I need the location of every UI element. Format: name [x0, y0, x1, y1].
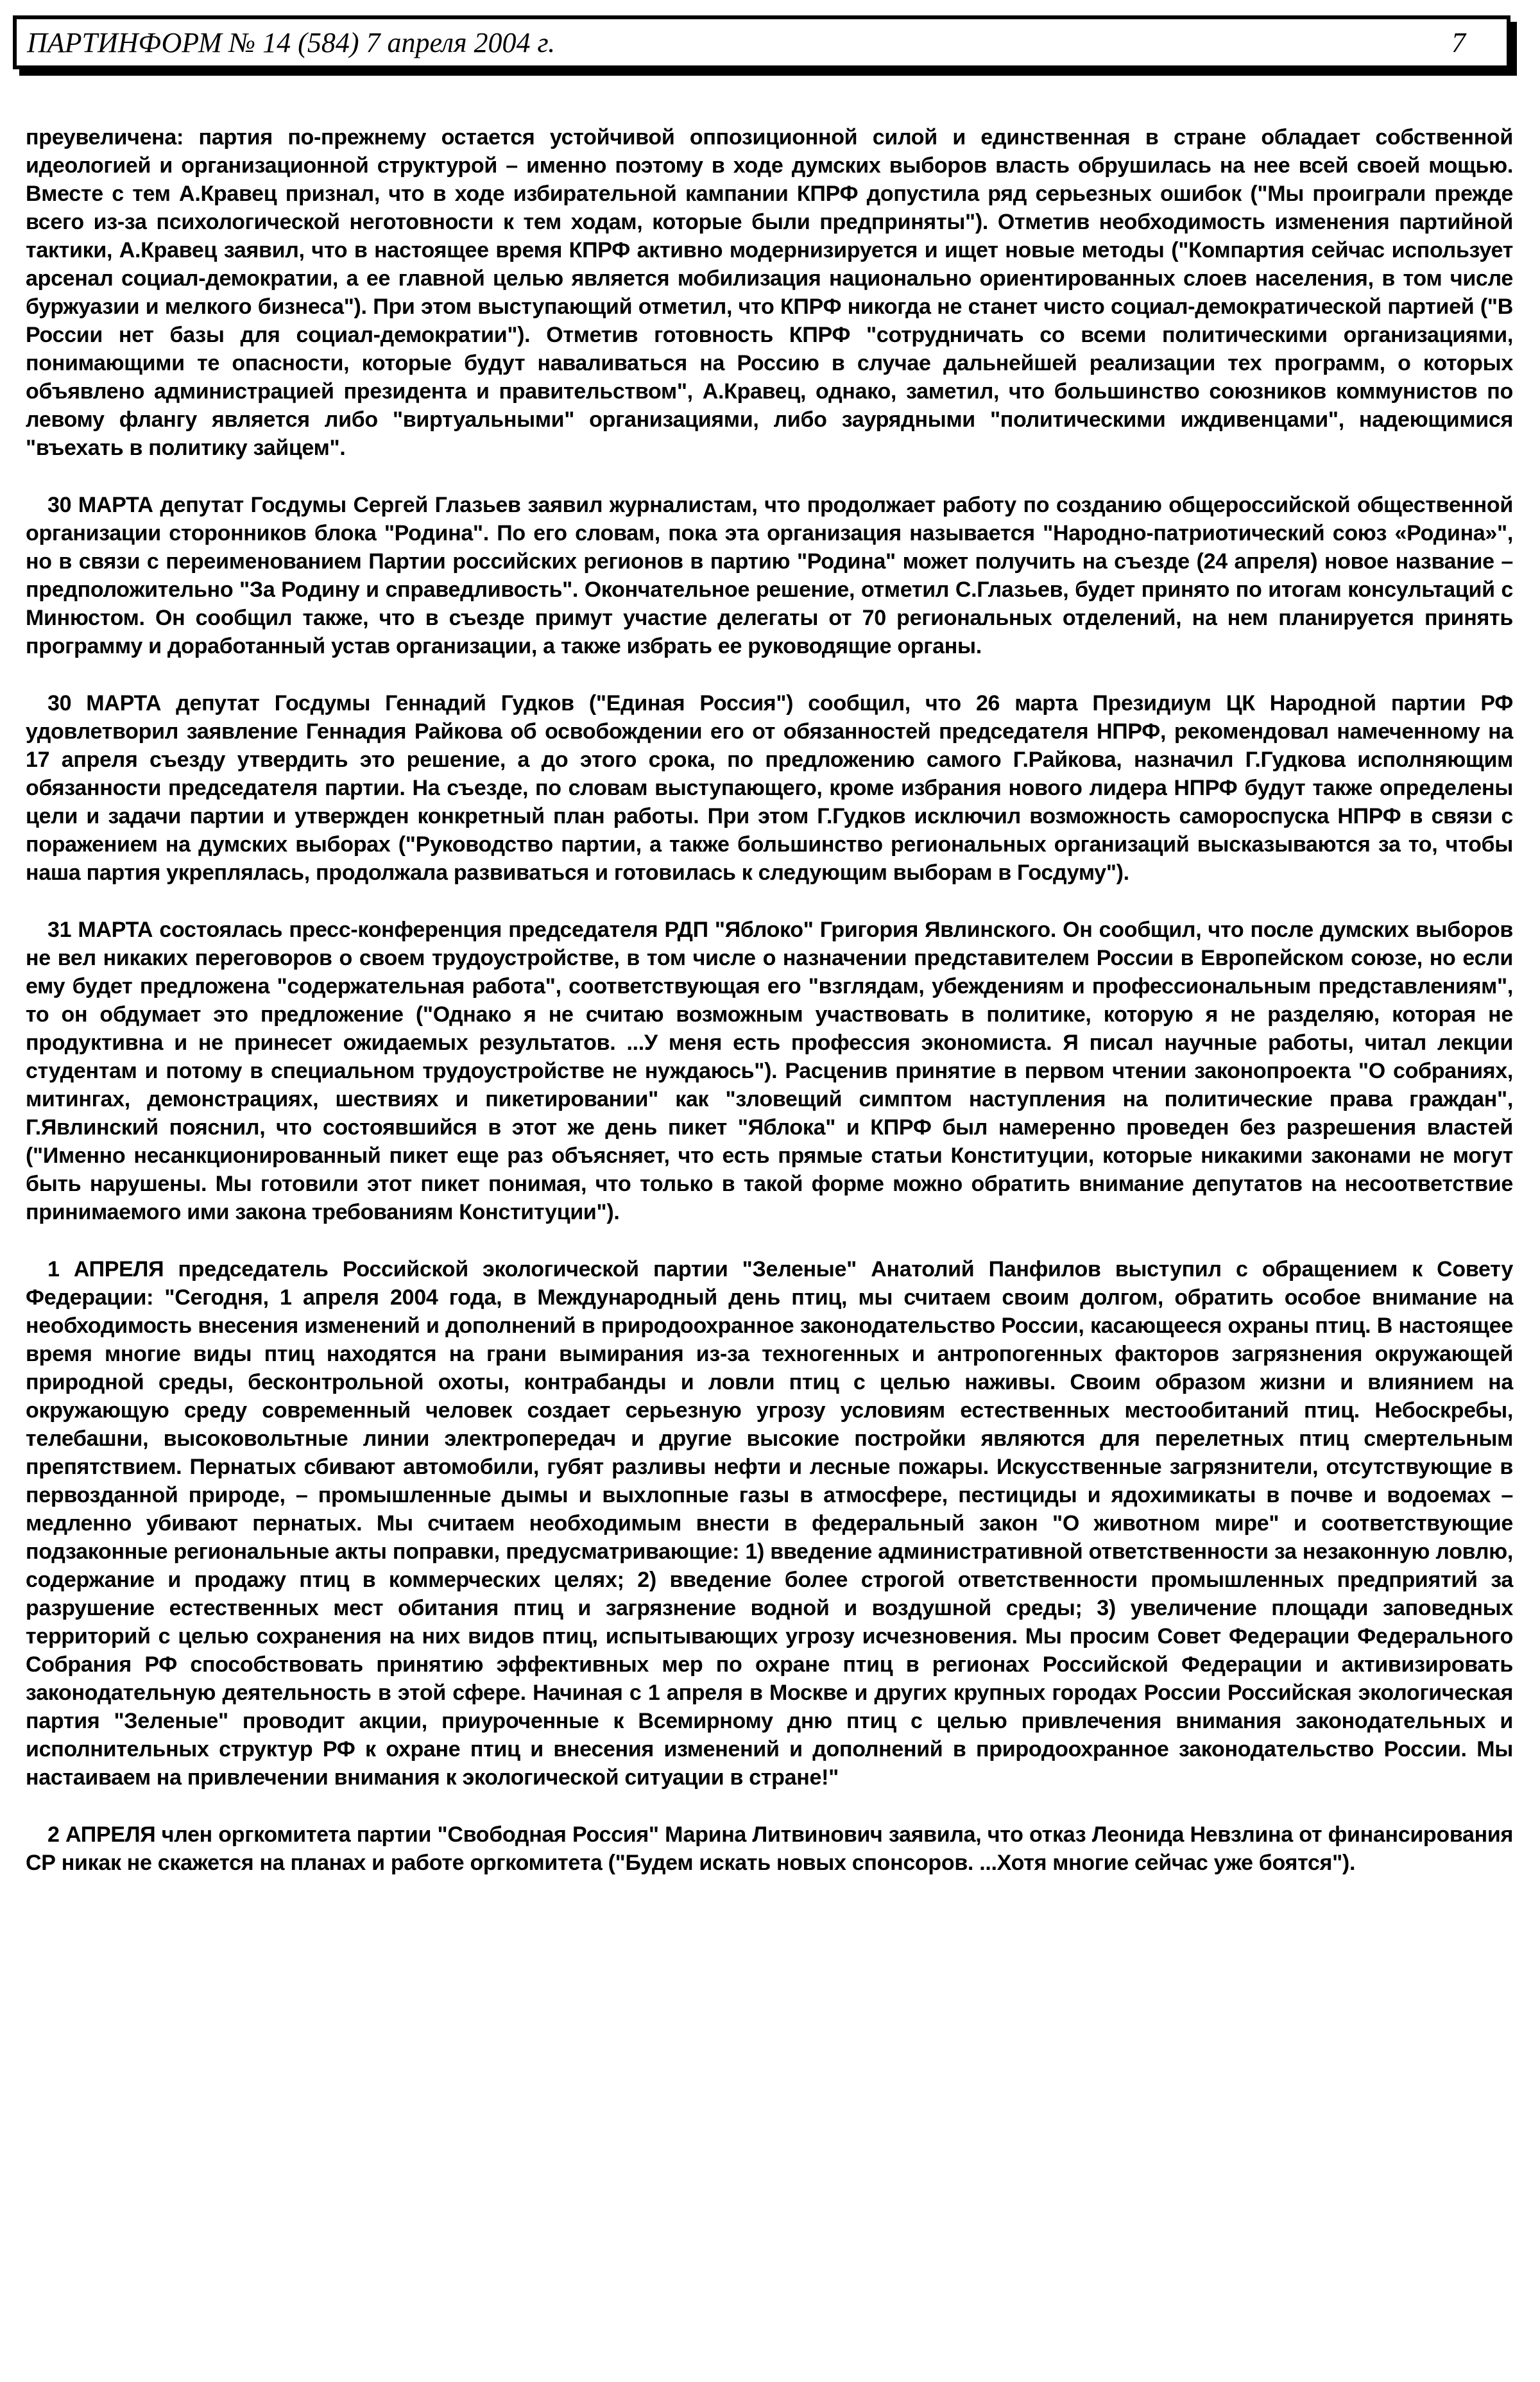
body-paragraph-continuation: преувеличена: партия по-прежнему остается устойчивой оппозиционной силой и единственная в стране обладает собственной идеологией и организационной структурой – именно поэтому в ходе думских выборов власть обрушилась на нее всей своей мощью. Вместе с тем А.Кравец признал, что в ходе избирательной кампании КПРФ допустила ряд серьезных ошибок ("Мы проиграли прежде всего из-за психологической неготовности к тем ходам, которые были предприняты"). Отметив необходимость изменения партийной тактики, А.Кравец заявил, что в настоящее время КПРФ активно модернизируется и ищет новые методы ("Компартия сейчас использует арсенал социал-демократии, а ее главной целью является мобилизация национально ориентированных слоев населения, в том числе буржуазии и мелкого бизнеса"). При этом выступающий отметил, что КПРФ никогда не станет чисто социал-демократической партией ("В России нет базы для социал-демократии"). Отметив готовность КПРФ "сотрудничать со всеми политическими организациями, понимающими те опасности, которые будут наваливаться на Россию в случае дальнейшей реализации тех программ, о которых объявлено администрацией президента и правительством", А.Кравец, однако, заметил, что большинство союзников коммунистов по левому флангу является либо "виртуальными" организациями, либо заурядными "политическими иждивенцами", надеющимися "въехать в политику зайцем".: [26, 125, 1513, 460]
body-paragraph-30-march-gudkov: 30 МАРТА депутат Госдумы Геннадий Гудков ("Единая Россия") сообщил, что 26 марта Президиум ЦК Народной партии РФ удовлетворил заявление Геннадия Райкова об освобождении его от обязанностей председателя НПРФ, рекомендовал намеченному на 17 апреля съезду утвердить это решение, а до этого срока, по предложению самого Г.Райкова, назначил Г.Гудкова исполняющим обязанности председателя партии. На съезде, по словам выступающего, кроме избрания нового лидера НПРФ будут также определены цели и задачи партии и утвержден конкретный план работы. При этом Г.Гудков исключил возможность самороспуска НПРФ в связи с поражением на думских выборах ("Руководство партии, а также большинство региональных организаций высказываются за то, чтобы наша партия укреплялась, продолжала развиваться и готовилась к следующим выборам в Госдуму").: [26, 691, 1513, 885]
body-paragraph-30-march-glazyev: 30 МАРТА депутат Госдумы Сергей Глазьев заявил журналистам, что продолжает работу по созданию общероссийской общественной организации сторонников блока "Родина". По его словам, пока эта организация называется "Народно-патриотический союз «Родина»", но в связи с переименованием Партии российских регионов в партию "Родина" может получить на съезде (24 апреля) новое название – предположительно "За Родину и справедливость". Окончательное решение, отметил С.Глазьев, будет принято по итогам консультаций с Минюстом. Он сообщил также, что в съезде примут участие делегаты от 70 региональных отделений, на нем планируется принять программу и доработанный устав организации, а также избрать ее руководящие органы.: [26, 493, 1513, 658]
body-paragraph-31-march-yavlinsky: 31 МАРТА состоялась пресс-конференция председателя РДП "Яблоко" Григория Явлинского. Он сообщил, что после думских выборов не вел никаких переговоров о своем трудоустройстве, в том числе о назначении представителем России в Европейском союзе, но если ему будет предложена "содержательная работа", соответствующая его "взглядам, убеждениям и профессиональным представлениям", то он обдумает это предложение ("Однако я не считаю возможным участвовать в политике, которую я не разделяю, которая не продуктивна и не принесет ожидаемых результатов. ...У меня есть профессия экономиста. Я писал научные работы, читал лекции студентам и потому в специальном трудоустройстве не нуждаюсь"). Расценив принятие в первом чтении законопроекта "О собраниях, митингах, демонстрациях, шествиях и пикетировании" как "зловещий симптом наступления на политические права граждан", Г.Явлинский пояснил, что состоявшийся в этот же день пикет "Яблока" и КПРФ был намеренно проведен без разрешения властей ("Именно несанкционированный пикет еще раз объясняет, что есть прямые статьи Конституции, которые никакими законами не могут быть нарушены. Мы готовили этот пикет понимая, что только в такой форме можно обратить внимание депутатов на несоответствие принимаемого ими закона требованиям Конституции").: [26, 918, 1513, 1224]
page-number: 7: [1451, 26, 1466, 58]
article-body: [26, 123, 1513, 1906]
body-paragraph-1-april-panfilov: 1 АПРЕЛЯ председатель Российской экологической партии "Зеленые" Анатолий Панфилов выступил с обращением к Совету Федерации: "Сегодня, 1 апреля 2004 года, в Международный день птиц, мы считаем своим долгом, обратить особое внимание на необходимость внесения изменений и дополнений в природоохранное законодательство России, касающееся охраны птиц. В настоящее время многие виды птиц находятся на грани вымирания из-за техногенных и антропогенных факторов загрязнения окружающей природной среды, бесконтрольной охоты, контрабанды и ловли птиц с целью наживы. Своим образом жизни и влиянием на окружающую среду современный человек создает серьезную угрозу условиям естественных местообитаний птиц. Небоскребы, телебашни, высоковольтные линии электропередач и другие высокие постройки являются для перелетных птиц смертельным препятствием. Пернатых сбивают автомобили, губят разливы нефти и лесные пожары. Искусственные загрязнители, отсутствующие в первозданной природе, – промышленные дымы и выхлопные газы в атмосфере, пестициды и ядохимикаты в почве и водоемах – медленно убивают пернатых. Мы считаем необходимым внести в федеральный закон "О животном мире" и соответствующие подзаконные региональные акты поправки, предусматривающие: 1) введение административной ответственности за незаконную ловлю, содержание и продажу птиц в коммерческих целях; 2) введение более строгой ответственности промышленных предприятий за разрушение естественных мест обитания птиц и загрязнение водной и воздушной среды; 3) увеличение площади заповедных территорий с целью сохранения на них видов птиц, испытывающих угрозу исчезновения. Мы просим Совет Федерации Федерального Собрания РФ способствовать принятию эффективных мер по охране птиц в регионах Российской Федерации и активизировать законодательную деятельность в этой сфере. Начиная с 1 апреля в Москве и других крупных городах России Российская экологическая партия "Зеленые" проводит акции, приуроченные к Всемирному дню птиц с целью привлечения внимания законодательных и исполнительных структур РФ к охране птиц и внесения изменений и дополнений в природоохранное законодательство России. Мы настаиваем на привлечении внимания к экологической ситуации в стране!": [26, 1257, 1513, 1790]
body-paragraph-2-april-litvinovich: 2 АПРЕЛЯ член оргкомитета партии "Свободная Россия" Марина Литвинович заявила, что отказ Леонида Невзлина от финансирования СР никак не скажется на планах и работе оргкомитета ("Будем искать новых спонсоров. ...Хотя многие сейчас уже боятся").: [26, 1822, 1513, 1875]
newsletter-title: ПАРТИНФОРМ № 14 (584) 7 апреля 2004 г.: [27, 26, 556, 58]
page-header: [13, 15, 1510, 69]
